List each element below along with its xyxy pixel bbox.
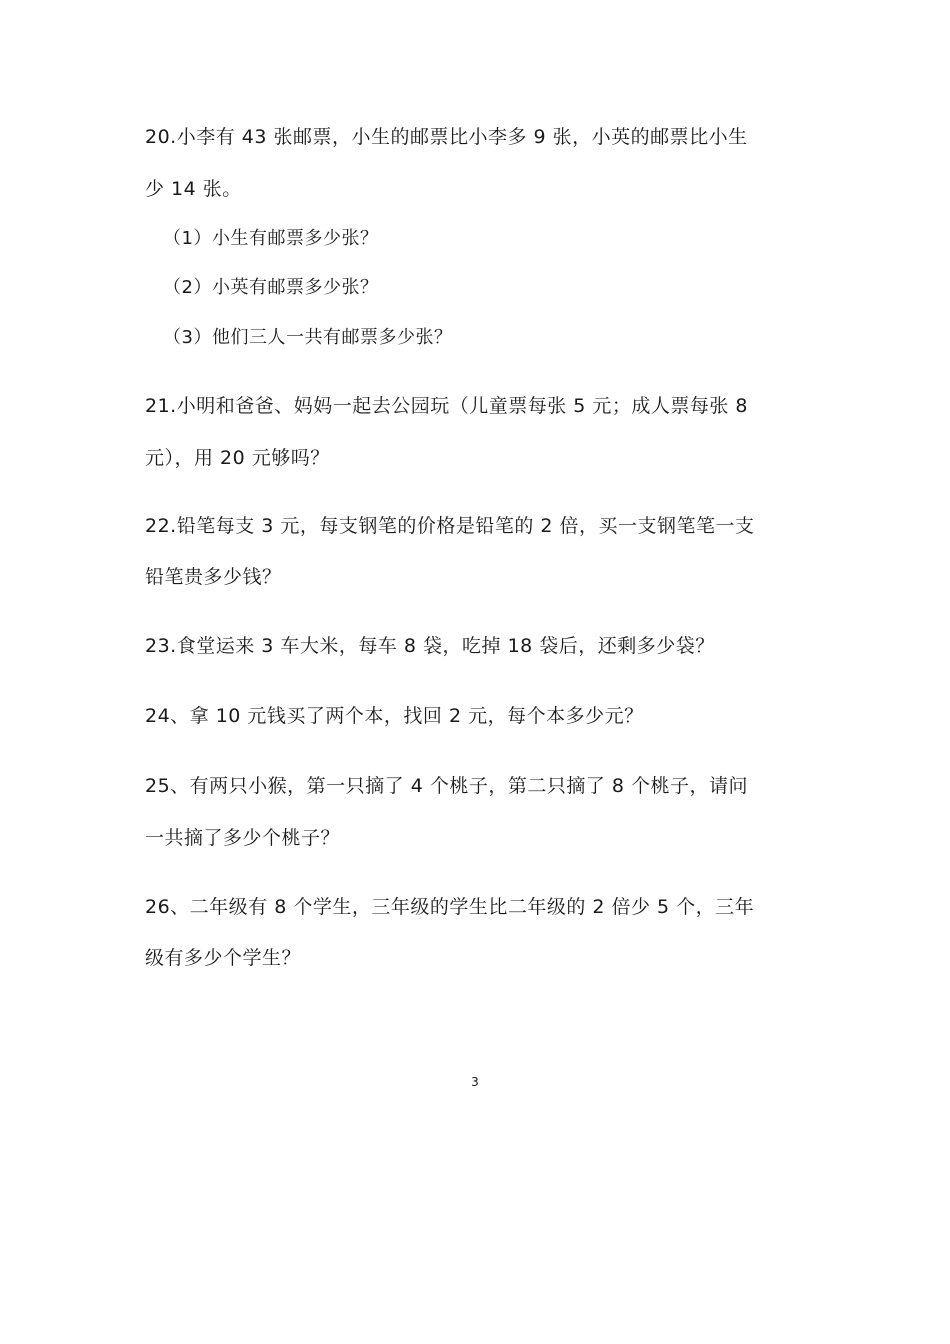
question-20-sub-1: （1）小生有邮票多少张？ (163, 228, 379, 249)
question-20-line-2: 少 14 张。 (145, 178, 242, 200)
question-25-line-1: 25、有两只小猴，第一只摘了 4 个桃子，第二只摘了 8 个桃子，请问 (145, 775, 749, 797)
question-20-sub-3: （3）他们三人一共有邮票多少张？ (163, 327, 453, 348)
question-21-line-2: 元），用 20 元够吗？ (145, 447, 330, 469)
question-20-line-1: 20.小李有 43 张邮票，小生的邮票比小李多 9 张，小英的邮票比小生 (145, 126, 748, 148)
question-20-sub-2: （2）小英有邮票多少张？ (163, 277, 379, 298)
question-25-line-2: 一共摘了多少个桃子？ (145, 827, 341, 849)
question-22-line-2: 铅笔贵多少钱？ (145, 566, 282, 588)
question-26-line-2: 级有多少个学生？ (145, 947, 302, 969)
question-22-line-1: 22.铅笔每支 3 元，每支钢笔的价格是铅笔的 2 倍，买一支钢笔笔一支 (145, 515, 755, 537)
question-21-line-1: 21.小明和爸爸、妈妈一起去公园玩（儿童票每张 5 元；成人票每张 8 (145, 395, 749, 417)
question-23-line-1: 23.食堂运来 3 车大米，每车 8 袋，吃掉 18 袋后，还剩多少袋？ (145, 635, 715, 657)
question-26-line-1: 26、二年级有 8 个学生，三年级的学生比二年级的 2 倍少 5 个，三年 (145, 896, 755, 918)
page-number: 3 (471, 1075, 479, 1089)
question-24-line-1: 24、拿 10 元钱买了两个本，找回 2 元，每个本多少元？ (145, 705, 644, 727)
